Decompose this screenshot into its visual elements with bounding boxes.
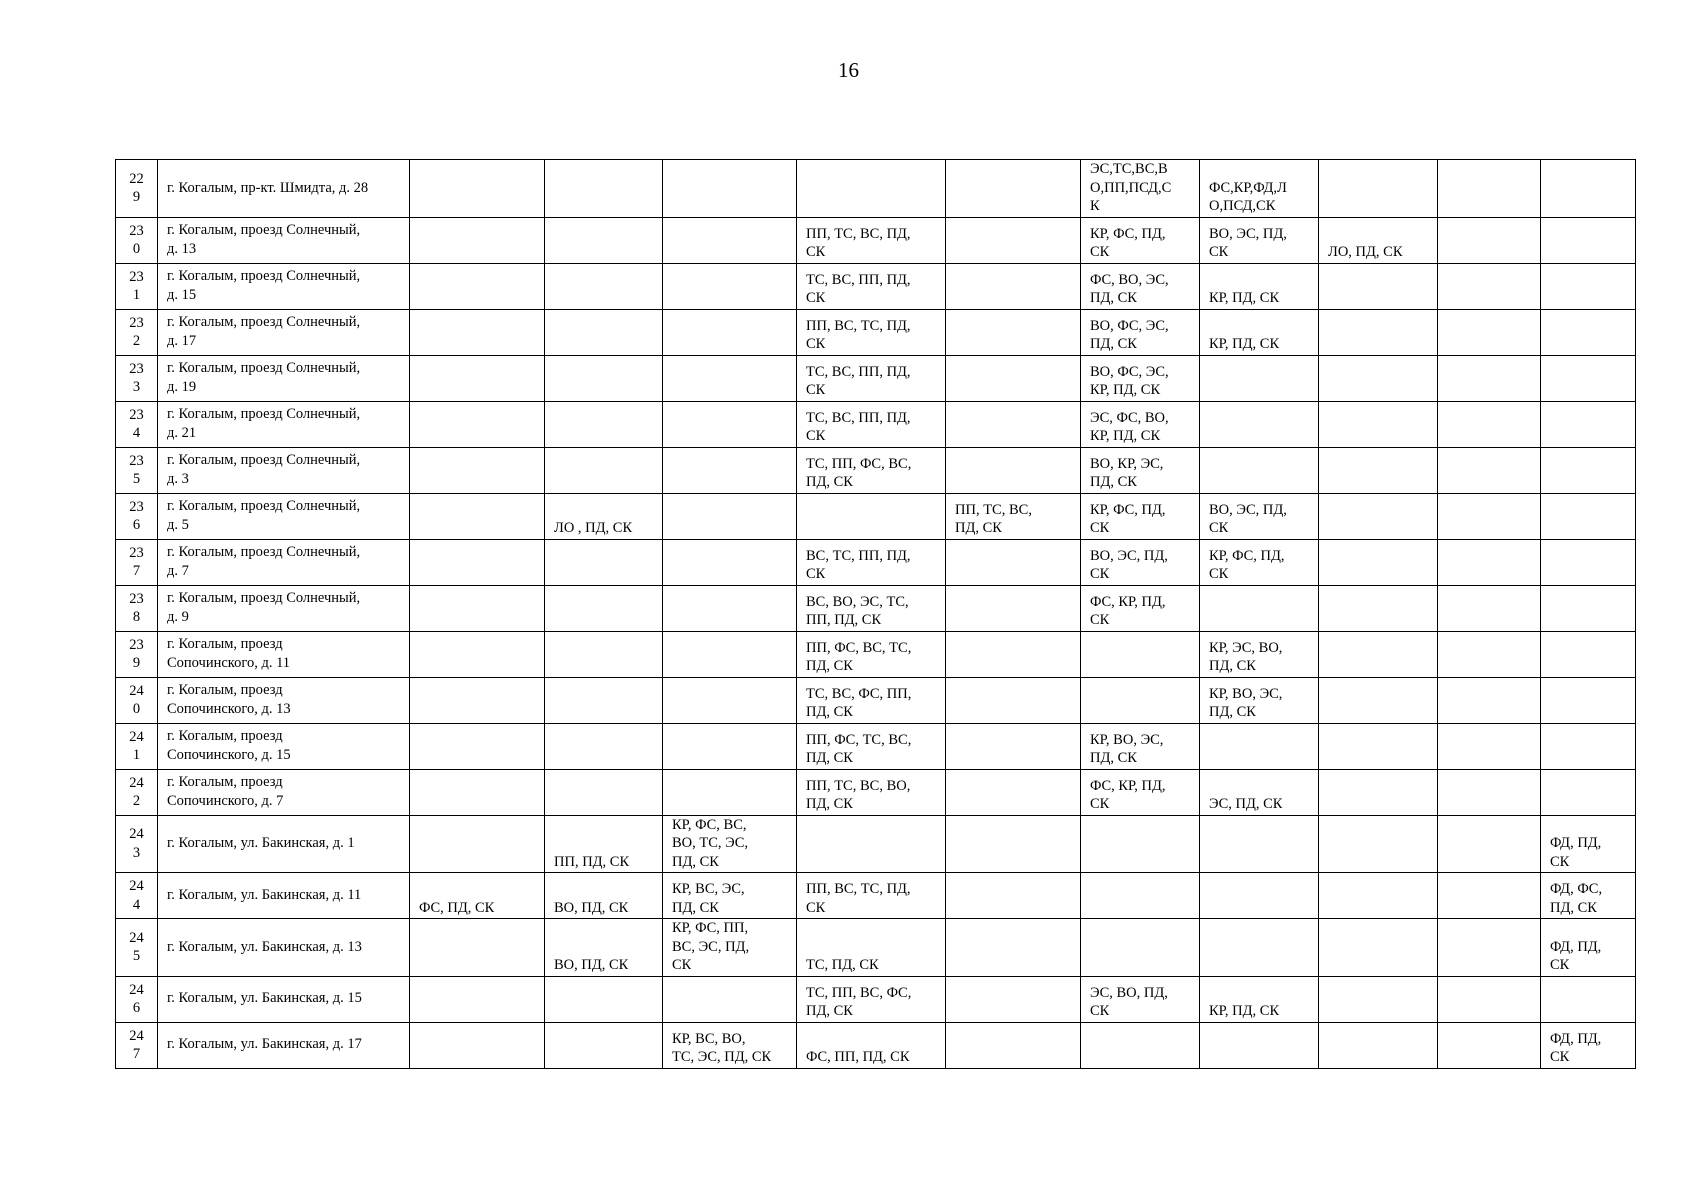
work-codes-cell [946, 447, 1081, 493]
work-codes-cell: ВО, ФС, ЭС, ПД, СК [1081, 309, 1200, 355]
work-codes-cell [946, 585, 1081, 631]
work-codes-cell [1319, 493, 1438, 539]
work-codes-cell [1319, 447, 1438, 493]
work-codes-cell [410, 769, 545, 815]
work-codes-cell [663, 585, 797, 631]
work-codes-cell [1200, 401, 1319, 447]
table-row [116, 769, 1636, 815]
work-codes-cell: ПП, ТС, ВС, ПД, СК [797, 217, 946, 263]
row-number: 24 2 [116, 769, 158, 815]
work-codes-cell [1081, 919, 1200, 977]
work-codes-cell: ЭС, ПД, СК [1200, 769, 1319, 815]
table-row [116, 976, 1636, 1022]
work-codes-cell [1200, 873, 1319, 919]
row-number: 23 6 [116, 493, 158, 539]
work-codes-cell [663, 401, 797, 447]
work-codes-cell [663, 160, 797, 218]
work-codes-cell [410, 539, 545, 585]
work-codes-cell [1541, 355, 1636, 401]
work-codes-cell [797, 815, 946, 873]
work-codes-cell [410, 585, 545, 631]
work-codes-cell [946, 769, 1081, 815]
work-codes-cell [545, 976, 663, 1022]
work-codes-cell [410, 309, 545, 355]
table-row [116, 631, 1636, 677]
work-codes-cell [1438, 769, 1541, 815]
work-codes-cell [946, 976, 1081, 1022]
row-number: 22 9 [116, 160, 158, 218]
work-codes-cell [545, 723, 663, 769]
row-number: 23 0 [116, 217, 158, 263]
work-codes-cell: ВО, ЭС, ПД, СК [1200, 493, 1319, 539]
work-codes-cell: ПП, ФС, ВС, ТС, ПД, СК [797, 631, 946, 677]
work-codes-cell [545, 631, 663, 677]
work-codes-cell: ТС, ПП, ФС, ВС, ПД, СК [797, 447, 946, 493]
work-codes-cell: КР, ФС, ПП, ВС, ЭС, ПД, СК [663, 919, 797, 977]
address-cell: г. Когалым, проезд Сопочинского, д. 15 [158, 723, 410, 769]
work-codes-cell [1081, 631, 1200, 677]
work-codes-cell [545, 217, 663, 263]
work-codes-cell: ФС, ВО, ЭС, ПД, СК [1081, 263, 1200, 309]
work-codes-cell [1541, 539, 1636, 585]
work-codes-cell: ФС, ПД, СК [410, 873, 545, 919]
page-number: 16 [838, 58, 859, 82]
work-codes-cell [1200, 723, 1319, 769]
work-codes-cell: ФС, ПП, ПД, СК [797, 1022, 946, 1068]
work-codes-cell [946, 723, 1081, 769]
address-cell: г. Когалым, проезд Солнечный, д. 21 [158, 401, 410, 447]
work-codes-cell [1438, 263, 1541, 309]
work-codes-cell [1319, 401, 1438, 447]
work-codes-cell [410, 1022, 545, 1068]
work-codes-cell [1200, 355, 1319, 401]
work-codes-cell [1438, 631, 1541, 677]
work-codes-cell [1438, 539, 1541, 585]
work-codes-cell [663, 723, 797, 769]
work-codes-cell [1319, 631, 1438, 677]
work-codes-cell: ВО, ФС, ЭС, КР, ПД, СК [1081, 355, 1200, 401]
work-codes-cell [946, 309, 1081, 355]
work-codes-cell [946, 1022, 1081, 1068]
work-codes-cell [1319, 585, 1438, 631]
work-codes-cell: ВС, ТС, ПП, ПД, СК [797, 539, 946, 585]
work-codes-cell [1541, 217, 1636, 263]
address-cell: г. Когалым, проезд Солнечный, д. 13 [158, 217, 410, 263]
work-codes-cell: ТС, ВС, ПП, ПД, СК [797, 401, 946, 447]
work-codes-cell [1541, 677, 1636, 723]
work-codes-cell [1541, 309, 1636, 355]
row-number: 23 1 [116, 263, 158, 309]
address-cell: г. Когалым, проезд Солнечный, д. 3 [158, 447, 410, 493]
work-codes-cell [1081, 677, 1200, 723]
work-codes-cell [1081, 815, 1200, 873]
row-number: 23 3 [116, 355, 158, 401]
address-cell: г. Когалым, пр-кт. Шмидта, д. 28 [158, 160, 410, 218]
work-codes-cell [1541, 631, 1636, 677]
work-codes-cell [1438, 493, 1541, 539]
row-number: 23 5 [116, 447, 158, 493]
work-codes-cell [1319, 263, 1438, 309]
address-cell: г. Когалым, проезд Солнечный, д. 15 [158, 263, 410, 309]
work-codes-cell: ВО, ЭС, ПД, СК [1200, 217, 1319, 263]
work-codes-cell [410, 447, 545, 493]
address-cell: г. Когалым, ул. Бакинская, д. 1 [158, 815, 410, 873]
work-codes-cell [946, 160, 1081, 218]
table-row [116, 309, 1636, 355]
work-codes-cell: ВО, КР, ЭС, ПД, СК [1081, 447, 1200, 493]
table-row [116, 160, 1636, 218]
table-row [116, 401, 1636, 447]
work-codes-cell [1438, 723, 1541, 769]
address-cell: г. Когалым, проезд Солнечный, д. 5 [158, 493, 410, 539]
work-codes-cell [663, 217, 797, 263]
work-codes-cell [1319, 769, 1438, 815]
work-codes-cell [1319, 976, 1438, 1022]
work-codes-cell [1438, 309, 1541, 355]
work-codes-cell [1200, 1022, 1319, 1068]
work-codes-cell [1541, 769, 1636, 815]
table-row [116, 263, 1636, 309]
work-codes-cell [545, 585, 663, 631]
table-row [116, 585, 1636, 631]
work-codes-cell: ВО, ПД, СК [545, 919, 663, 977]
address-cell: г. Когалым, проезд Сопочинского, д. 7 [158, 769, 410, 815]
row-number: 23 4 [116, 401, 158, 447]
work-codes-cell: ВО, ПД, СК [545, 873, 663, 919]
work-codes-cell: КР, ПД, СК [1200, 309, 1319, 355]
work-codes-cell [1081, 873, 1200, 919]
table-row [116, 539, 1636, 585]
work-codes-cell: ТС, ВС, ФС, ПП, ПД, СК [797, 677, 946, 723]
work-codes-cell: ЭС, ВО, ПД, СК [1081, 976, 1200, 1022]
work-codes-cell [1438, 976, 1541, 1022]
work-codes-cell [1438, 919, 1541, 977]
work-codes-cell: ФС, КР, ПД, СК [1081, 769, 1200, 815]
work-codes-cell [1541, 160, 1636, 218]
work-codes-cell: ПП, ТС, ВС, ВО, ПД, СК [797, 769, 946, 815]
work-codes-cell [1438, 217, 1541, 263]
work-codes-cell [663, 309, 797, 355]
work-codes-cell [545, 309, 663, 355]
work-codes-cell [1438, 160, 1541, 218]
work-codes-cell [946, 631, 1081, 677]
work-codes-cell [1200, 815, 1319, 873]
work-codes-cell [545, 539, 663, 585]
work-codes-cell: ПП, ТС, ВС, ПД, СК [946, 493, 1081, 539]
work-codes-cell: КР, ФС, ПД, СК [1081, 493, 1200, 539]
work-codes-cell: ВС, ВО, ЭС, ТС, ПП, ПД, СК [797, 585, 946, 631]
work-codes-cell [410, 631, 545, 677]
work-codes-cell [410, 919, 545, 977]
work-codes-cell [1438, 401, 1541, 447]
work-codes-cell [1438, 355, 1541, 401]
work-codes-cell [946, 919, 1081, 977]
work-codes-cell [410, 217, 545, 263]
work-codes-cell: ТС, ВС, ПП, ПД, СК [797, 263, 946, 309]
work-codes-cell [545, 677, 663, 723]
address-cell: г. Когалым, проезд Солнечный, д. 19 [158, 355, 410, 401]
address-cell: г. Когалым, проезд Солнечный, д. 17 [158, 309, 410, 355]
work-codes-cell [545, 1022, 663, 1068]
work-codes-cell [545, 401, 663, 447]
table-row [116, 493, 1636, 539]
work-codes-cell [1319, 160, 1438, 218]
work-codes-cell [797, 493, 946, 539]
work-codes-cell [410, 355, 545, 401]
work-codes-cell [1438, 677, 1541, 723]
work-codes-cell [946, 873, 1081, 919]
work-codes-cell: ФД, ПД, СК [1541, 1022, 1636, 1068]
row-number: 23 9 [116, 631, 158, 677]
work-codes-cell [946, 401, 1081, 447]
row-number: 24 6 [116, 976, 158, 1022]
work-codes-cell: ФД, ПД, СК [1541, 919, 1636, 977]
work-codes-cell: ПП, ВС, ТС, ПД, СК [797, 309, 946, 355]
row-number: 24 5 [116, 919, 158, 977]
work-codes-cell [410, 160, 545, 218]
address-cell: г. Когалым, проезд Сопочинского, д. 11 [158, 631, 410, 677]
address-cell: г. Когалым, проезд Солнечный, д. 9 [158, 585, 410, 631]
work-codes-cell: ЭС, ФС, ВО, КР, ПД, СК [1081, 401, 1200, 447]
table-row [116, 355, 1636, 401]
work-codes-cell [1541, 976, 1636, 1022]
work-codes-cell: КР, ВС, ЭС, ПД, СК [663, 873, 797, 919]
work-codes-cell: ТС, ПД, СК [797, 919, 946, 977]
work-codes-cell [545, 769, 663, 815]
work-codes-cell [1319, 309, 1438, 355]
row-number: 24 7 [116, 1022, 158, 1068]
work-codes-cell [1438, 585, 1541, 631]
work-codes-cell [1319, 1022, 1438, 1068]
work-codes-cell [663, 493, 797, 539]
work-codes-cell [1081, 1022, 1200, 1068]
work-codes-cell [410, 401, 545, 447]
work-codes-cell [663, 769, 797, 815]
work-codes-cell [797, 160, 946, 218]
table-row [116, 677, 1636, 723]
work-codes-cell [663, 677, 797, 723]
work-codes-cell: ТС, ВС, ПП, ПД, СК [797, 355, 946, 401]
work-codes-cell [1541, 493, 1636, 539]
work-codes-cell [1541, 447, 1636, 493]
table-row [116, 1022, 1636, 1068]
work-codes-cell [663, 263, 797, 309]
work-codes-cell [1541, 263, 1636, 309]
work-codes-cell [1438, 815, 1541, 873]
work-codes-cell [410, 723, 545, 769]
work-codes-cell [946, 355, 1081, 401]
work-codes-cell [1319, 919, 1438, 977]
work-codes-cell: ФС, КР, ПД, СК [1081, 585, 1200, 631]
work-codes-cell [1541, 585, 1636, 631]
work-codes-cell [1319, 873, 1438, 919]
work-codes-cell: КР, ПД, СК [1200, 976, 1319, 1022]
work-codes-cell [663, 447, 797, 493]
work-codes-cell: ФД, ФС, ПД, СК [1541, 873, 1636, 919]
works-schedule-table [115, 159, 1636, 1069]
work-codes-cell [663, 631, 797, 677]
work-codes-cell [663, 539, 797, 585]
work-codes-cell [1319, 815, 1438, 873]
row-number: 24 0 [116, 677, 158, 723]
work-codes-cell: ТС, ПП, ВС, ФС, ПД, СК [797, 976, 946, 1022]
work-codes-cell [946, 263, 1081, 309]
row-number: 23 2 [116, 309, 158, 355]
work-codes-cell [410, 815, 545, 873]
address-cell: г. Когалым, проезд Солнечный, д. 7 [158, 539, 410, 585]
work-codes-cell [1200, 447, 1319, 493]
work-codes-cell: ПП, ВС, ТС, ПД, СК [797, 873, 946, 919]
work-codes-cell: КР, ПД, СК [1200, 263, 1319, 309]
table-row [116, 723, 1636, 769]
work-codes-cell: ЛО, ПД, СК [1319, 217, 1438, 263]
work-codes-cell [545, 263, 663, 309]
work-codes-cell [1319, 723, 1438, 769]
row-number: 24 3 [116, 815, 158, 873]
work-codes-cell: КР, ВО, ЭС, ПД, СК [1200, 677, 1319, 723]
work-codes-cell [1319, 355, 1438, 401]
work-codes-cell [946, 677, 1081, 723]
work-codes-cell: ФД, ПД, СК [1541, 815, 1636, 873]
work-codes-cell: КР, ЭС, ВО, ПД, СК [1200, 631, 1319, 677]
work-codes-cell [545, 160, 663, 218]
work-codes-cell: КР, ФС, ВС, ВО, ТС, ЭС, ПД, СК [663, 815, 797, 873]
work-codes-cell [946, 217, 1081, 263]
row-number: 24 4 [116, 873, 158, 919]
work-codes-cell [1319, 677, 1438, 723]
work-codes-cell [1200, 585, 1319, 631]
work-codes-cell: ВО, ЭС, ПД, СК [1081, 539, 1200, 585]
table-row [116, 447, 1636, 493]
work-codes-cell [1541, 723, 1636, 769]
address-cell: г. Когалым, ул. Бакинская, д. 15 [158, 976, 410, 1022]
work-codes-cell: ПП, ПД, СК [545, 815, 663, 873]
work-codes-cell: ФС,КР,ФД,Л О,ПСД,СК [1200, 160, 1319, 218]
table-row [116, 217, 1636, 263]
address-cell: г. Когалым, ул. Бакинская, д. 17 [158, 1022, 410, 1068]
work-codes-cell [1438, 1022, 1541, 1068]
table-row [116, 815, 1636, 873]
work-codes-cell [1438, 447, 1541, 493]
work-codes-cell [410, 976, 545, 1022]
row-number: 23 8 [116, 585, 158, 631]
address-cell: г. Когалым, ул. Бакинская, д. 13 [158, 919, 410, 977]
work-codes-cell [663, 355, 797, 401]
table-row [116, 919, 1636, 977]
work-codes-cell [1541, 401, 1636, 447]
work-codes-cell [545, 355, 663, 401]
work-codes-cell: ПП, ФС, ТС, ВС, ПД, СК [797, 723, 946, 769]
work-codes-cell [946, 815, 1081, 873]
address-cell: г. Когалым, ул. Бакинская, д. 11 [158, 873, 410, 919]
work-codes-cell: КР, ВО, ЭС, ПД, СК [1081, 723, 1200, 769]
address-cell: г. Когалым, проезд Сопочинского, д. 13 [158, 677, 410, 723]
work-codes-cell: ЭС,ТС,ВС,В О,ПП,ПСД,С К [1081, 160, 1200, 218]
row-number: 24 1 [116, 723, 158, 769]
table-row [116, 873, 1636, 919]
work-codes-cell [410, 677, 545, 723]
work-codes-cell [410, 493, 545, 539]
work-codes-cell: КР, ФС, ПД, СК [1081, 217, 1200, 263]
work-codes-cell [946, 539, 1081, 585]
work-codes-cell [1200, 919, 1319, 977]
work-codes-cell [1438, 873, 1541, 919]
work-codes-cell [545, 447, 663, 493]
work-codes-cell [663, 976, 797, 1022]
row-number: 23 7 [116, 539, 158, 585]
work-codes-cell: ЛО , ПД, СК [545, 493, 663, 539]
work-codes-cell [410, 263, 545, 309]
work-codes-cell: КР, ВС, ВО, ТС, ЭС, ПД, СК [663, 1022, 797, 1068]
work-codes-cell [1319, 539, 1438, 585]
work-codes-cell: КР, ФС, ПД, СК [1200, 539, 1319, 585]
